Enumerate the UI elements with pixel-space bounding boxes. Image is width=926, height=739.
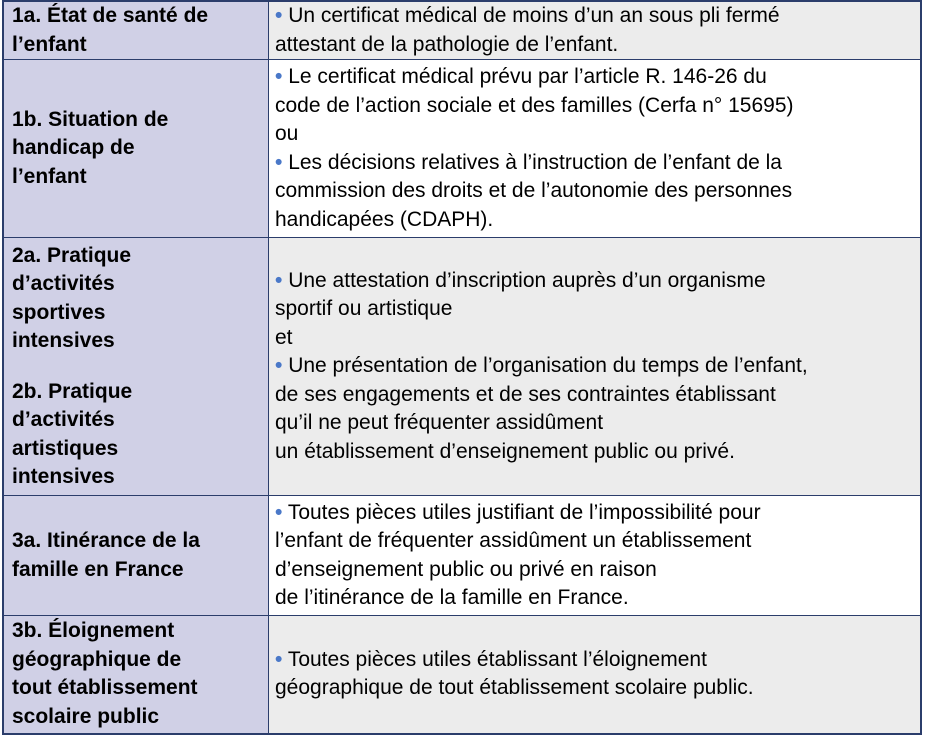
label-line: géographique de xyxy=(12,647,182,671)
content-line: l’enfant de fréquenter assidûment un établissement xyxy=(275,529,752,552)
list-item: • Le certificat médical prévu par l’article R. 146-26 du xyxy=(275,65,767,88)
content-line: de l’itinérance de la famille en France. xyxy=(275,586,629,609)
label-line: 1b. Situation de xyxy=(12,107,169,131)
bullet-icon: • xyxy=(275,354,283,378)
bullet-icon: • xyxy=(275,4,283,27)
row-content xyxy=(269,60,922,238)
label-line: 3b. Éloignement xyxy=(12,619,175,643)
label-line: 3a. Itinérance de la xyxy=(12,529,200,552)
list-item: • Une attestation d’inscription auprès d’un organisme xyxy=(275,268,766,292)
table-row xyxy=(3,616,921,734)
content-line: ou xyxy=(275,122,299,145)
bullet-icon: • xyxy=(275,268,283,292)
list-item: • Les décisions relatives à l’instruction de l’enfant de la xyxy=(275,150,782,174)
label-line: sportives xyxy=(12,300,106,324)
content-line: géographique de tout établissement scolaire public. xyxy=(275,676,754,700)
bullet-icon: • xyxy=(275,500,283,524)
row-label xyxy=(3,1,269,60)
list-item: • Toutes pièces utiles établissant l’éloignement xyxy=(275,647,707,671)
table-row xyxy=(3,238,921,496)
bullet-icon: • xyxy=(275,65,283,88)
table-row xyxy=(3,60,921,238)
bullet-icon: • xyxy=(275,150,283,174)
list-item: • Toutes pièces utiles justifiant de l’impossibilité pour xyxy=(275,500,761,524)
table-row xyxy=(3,1,921,60)
label-line: artistiques xyxy=(12,436,119,460)
label-line: scolaire public xyxy=(12,704,160,728)
row-label xyxy=(3,496,269,616)
row-label xyxy=(3,616,269,734)
label-line: intensives xyxy=(12,465,115,488)
label-line: d’activités xyxy=(12,272,115,295)
table-row xyxy=(3,496,921,616)
label-line: 2b. Pratique xyxy=(12,379,133,403)
label-line: tout établissement xyxy=(12,676,198,700)
content-line: qu’il ne peut fréquenter assidûment xyxy=(275,411,604,435)
label-line: famille en France xyxy=(12,557,184,581)
label-line: handicap de xyxy=(12,136,135,160)
list-item: • Une présentation de l’organisation du temps de l’enfant, xyxy=(275,354,808,378)
row-content xyxy=(269,616,922,734)
label-line: 2a. Pratique xyxy=(12,243,132,267)
row-content xyxy=(269,238,922,496)
content-line: de ses engagements et de ses contraintes établissant xyxy=(275,382,776,406)
row-content xyxy=(269,1,922,60)
content-line: code de l’action sociale et des familles (Cerfa n° 15695) xyxy=(275,93,794,117)
requirements-table xyxy=(2,0,922,735)
label-line: l’enfant xyxy=(12,32,87,56)
content-line: un établissement d’enseignement public ou privé. xyxy=(275,439,735,463)
content-line: et xyxy=(275,325,293,349)
content-line: handicapées (CDAPH). xyxy=(275,207,494,231)
content-line: d’enseignement public ou privé en raison xyxy=(275,557,657,581)
label-line: intensives xyxy=(12,329,115,352)
bullet-icon: • xyxy=(275,647,283,671)
content-line: sportif ou artistique xyxy=(275,297,453,321)
label-line: l’enfant xyxy=(12,164,87,188)
row-label xyxy=(3,238,269,496)
label-line: 1a. État de santé de xyxy=(12,4,209,27)
label-spacer xyxy=(12,356,264,378)
list-item: • Un certificat médical de moins d’un an sous pli fermé xyxy=(275,4,780,27)
row-content xyxy=(269,496,922,616)
content-line: commission des droits et de l’autonomie des personnes xyxy=(275,179,793,202)
label-line: d’activités xyxy=(12,408,115,431)
row-label xyxy=(3,60,269,238)
content-line: attestant de la pathologie de l’enfant. xyxy=(275,32,619,56)
